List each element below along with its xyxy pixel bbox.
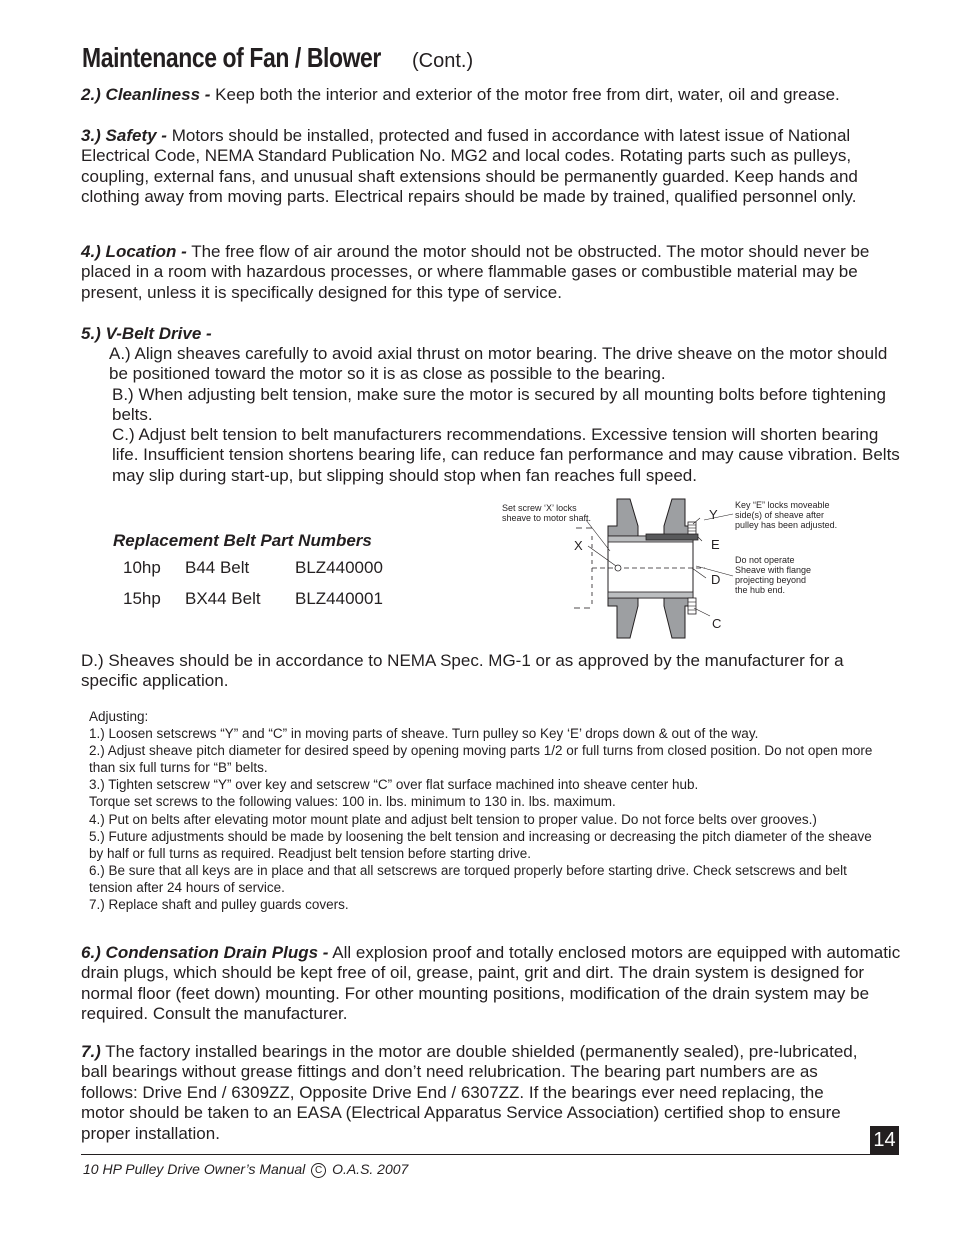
section-safety bbox=[81, 126, 903, 208]
page-title bbox=[82, 42, 474, 74]
section-text: The factory installed bearings in the motor are double shielded (permanently sealed), pre-lubricated, ball bearings without grease fittings and don’t need relubrication. The bearing part numbers are as follows: Drive End / 6309ZZ, Opposite Drive End / 6307ZZ. If the bearings ever need replacing, the motor should be taken to an EASA (Electrical Apparatus Service Association) certified shop to ensure proper installation. bbox=[81, 1042, 858, 1143]
section-text: All explosion proof and totally enclosed motors are equipped with automatic drain plugs, which should be kept free of oil, grease, paint, grit and dirt. The drain system is designed for normal floor (feet down) mounting. For other mounting positions, modification of the drain system may be required. Consult the manufacturer. bbox=[81, 943, 901, 1024]
note-line: Do not operate bbox=[735, 555, 795, 565]
vbelt-item-d: D.) Sheaves should be in accordance to NEMA Spec. MG-1 or as approved by the manufacturer for a specific application. bbox=[81, 651, 844, 691]
label-y: Y bbox=[709, 507, 718, 522]
label-x: X bbox=[574, 538, 583, 553]
adjusting-step: 5.) Future adjustments should be made by loosening the belt tension and increasing or decreasing the pitch diameter of the sheave by half or full turns as required. Readjust belt tension before starting drive. bbox=[89, 828, 872, 861]
section-cleanliness bbox=[81, 85, 901, 105]
note-line: the hub end. bbox=[735, 585, 786, 595]
section-text: The free flow of air around the motor should not be obstructed. The motor should never be placed in a room with hazardous processes, or where flammable gases or combustible material may be present, unless it is specifically designed for this type of service. bbox=[81, 242, 870, 302]
belt-hp: 15hp bbox=[123, 589, 161, 608]
section-condensation bbox=[81, 943, 903, 1025]
section-lead: 7.) bbox=[81, 1042, 101, 1061]
section-vbelt-heading bbox=[81, 324, 901, 344]
note-line: side(s) of sheave after bbox=[735, 510, 825, 520]
adjusting-step: 2.) Adjust sheave pitch diameter for desired speed by opening moving parts 1/2 or full turns from closed position. Do not open more than six full turns for “B” belts. bbox=[89, 743, 873, 776]
adjusting-step: 1.) Loosen setscrews “Y” and “C” in moving parts of sheave. Turn pulley so Key ‘E’ drops down & out of the way. bbox=[89, 726, 759, 742]
note-line: Set screw ‘X’ locks bbox=[502, 503, 577, 513]
section-text: Motors should be installed, protected and fused in accordance with latest issue of National Electrical Code, NEMA Standard Publication No. MG2 and local codes. Rotating parts such as pulleys, coupling, external fans, and unusual shaft extensions should be permanently guarded. Keep hands and clothing away from moving parts. Electrical repairs should be made by trained, qualified personnel only. bbox=[81, 126, 858, 207]
belt-name: B44 Belt bbox=[185, 558, 250, 577]
footer-manual: 10 HP Pulley Drive Owner’s Manual bbox=[83, 1161, 306, 1177]
section-location bbox=[81, 242, 901, 303]
adjusting-step: 7.) Replace shaft and pulley guards covers. bbox=[89, 897, 349, 913]
belt-hp: 10hp bbox=[123, 558, 161, 577]
section-text: Keep both the interior and exterior of the motor free from dirt, water, oil and grease. bbox=[210, 85, 840, 104]
note-setscrew-x bbox=[502, 503, 591, 523]
vbelt-item-c: C.) Adjust belt tension to belt manufacturers recommendations. Excessive tension will shorten bearing life. Insufficient tension shortens bearing life, can reduce fan performance and may cause vibration. Belts may slip during start-up, but slipping should stop when fan reaches full speed. bbox=[112, 425, 900, 485]
copyright-icon: C bbox=[311, 1163, 326, 1178]
footer-divider bbox=[81, 1154, 899, 1155]
belt-name: BX44 Belt bbox=[185, 589, 261, 608]
adjusting-heading: Adjusting: bbox=[89, 709, 149, 724]
note-line: Sheave with flange bbox=[735, 565, 812, 575]
page-number: 14 bbox=[870, 1126, 899, 1154]
adjusting-step: 4.) Put on belts after elevating motor mount plate and adjust belt tension to proper value. Do not force belts over grooves.) bbox=[89, 811, 817, 827]
section-lead: 3.) Safety - bbox=[81, 126, 167, 145]
section-lead: 5.) V-Belt Drive - bbox=[81, 324, 212, 343]
note-line: Key “E” locks moveable bbox=[735, 500, 830, 510]
vbelt-item-a-text: A.) Align sheaves carefully to avoid axial thrust on motor bearing. The drive sheave on the motor should be positioned toward the motor so it is as close as possible to the bearing. bbox=[109, 344, 888, 384]
section-lead: 6.) Condensation Drain Plugs - bbox=[81, 943, 329, 962]
adjusting-step: 6.) Be sure that all keys are in place and that all setscrews are torqued properly before starting drive. Check setscrews and belt tension after 24 hours of service. bbox=[89, 862, 847, 895]
vbelt-item-a bbox=[109, 344, 902, 385]
belt-part: BLZ440001 bbox=[295, 589, 383, 608]
note-key-e bbox=[735, 500, 837, 530]
section-bearings bbox=[81, 1042, 871, 1144]
page-title-main: Maintenance of Fan / Blower bbox=[82, 42, 381, 73]
note-line: projecting beyond bbox=[735, 575, 807, 585]
vbelt-item-b: B.) When adjusting belt tension, make sure the motor is secured by all mounting bolts before tightening belts. bbox=[112, 385, 886, 425]
label-c: C bbox=[712, 616, 722, 631]
note-line: sheave to motor shaft. bbox=[502, 513, 592, 523]
belt-part: BLZ440000 bbox=[295, 558, 383, 577]
sheave-diagram bbox=[500, 496, 870, 642]
belt-table-title: Replacement Belt Part Numbers bbox=[113, 531, 372, 550]
page-title-cont: (Cont.) bbox=[412, 50, 474, 72]
note-flange-warning bbox=[735, 555, 811, 595]
footer bbox=[83, 1161, 408, 1178]
label-d: D bbox=[711, 572, 721, 587]
footer-org: O.A.S. 2007 bbox=[332, 1161, 409, 1177]
note-line: pulley has been adjusted. bbox=[735, 520, 838, 530]
section-lead: 4.) Location - bbox=[81, 242, 187, 261]
label-e: E bbox=[711, 537, 720, 552]
adjusting-step: 3.) Tighten setscrew “Y” over key and setscrew “C” over flat surface machined into sheave center hub. bbox=[89, 777, 699, 793]
section-lead: 2.) Cleanliness - bbox=[81, 85, 211, 104]
adjusting-step: Torque set screws to the following values: 100 in. lbs. minimum to 130 in. lbs. maximum. bbox=[89, 794, 616, 810]
adjusting-list bbox=[89, 708, 889, 913]
